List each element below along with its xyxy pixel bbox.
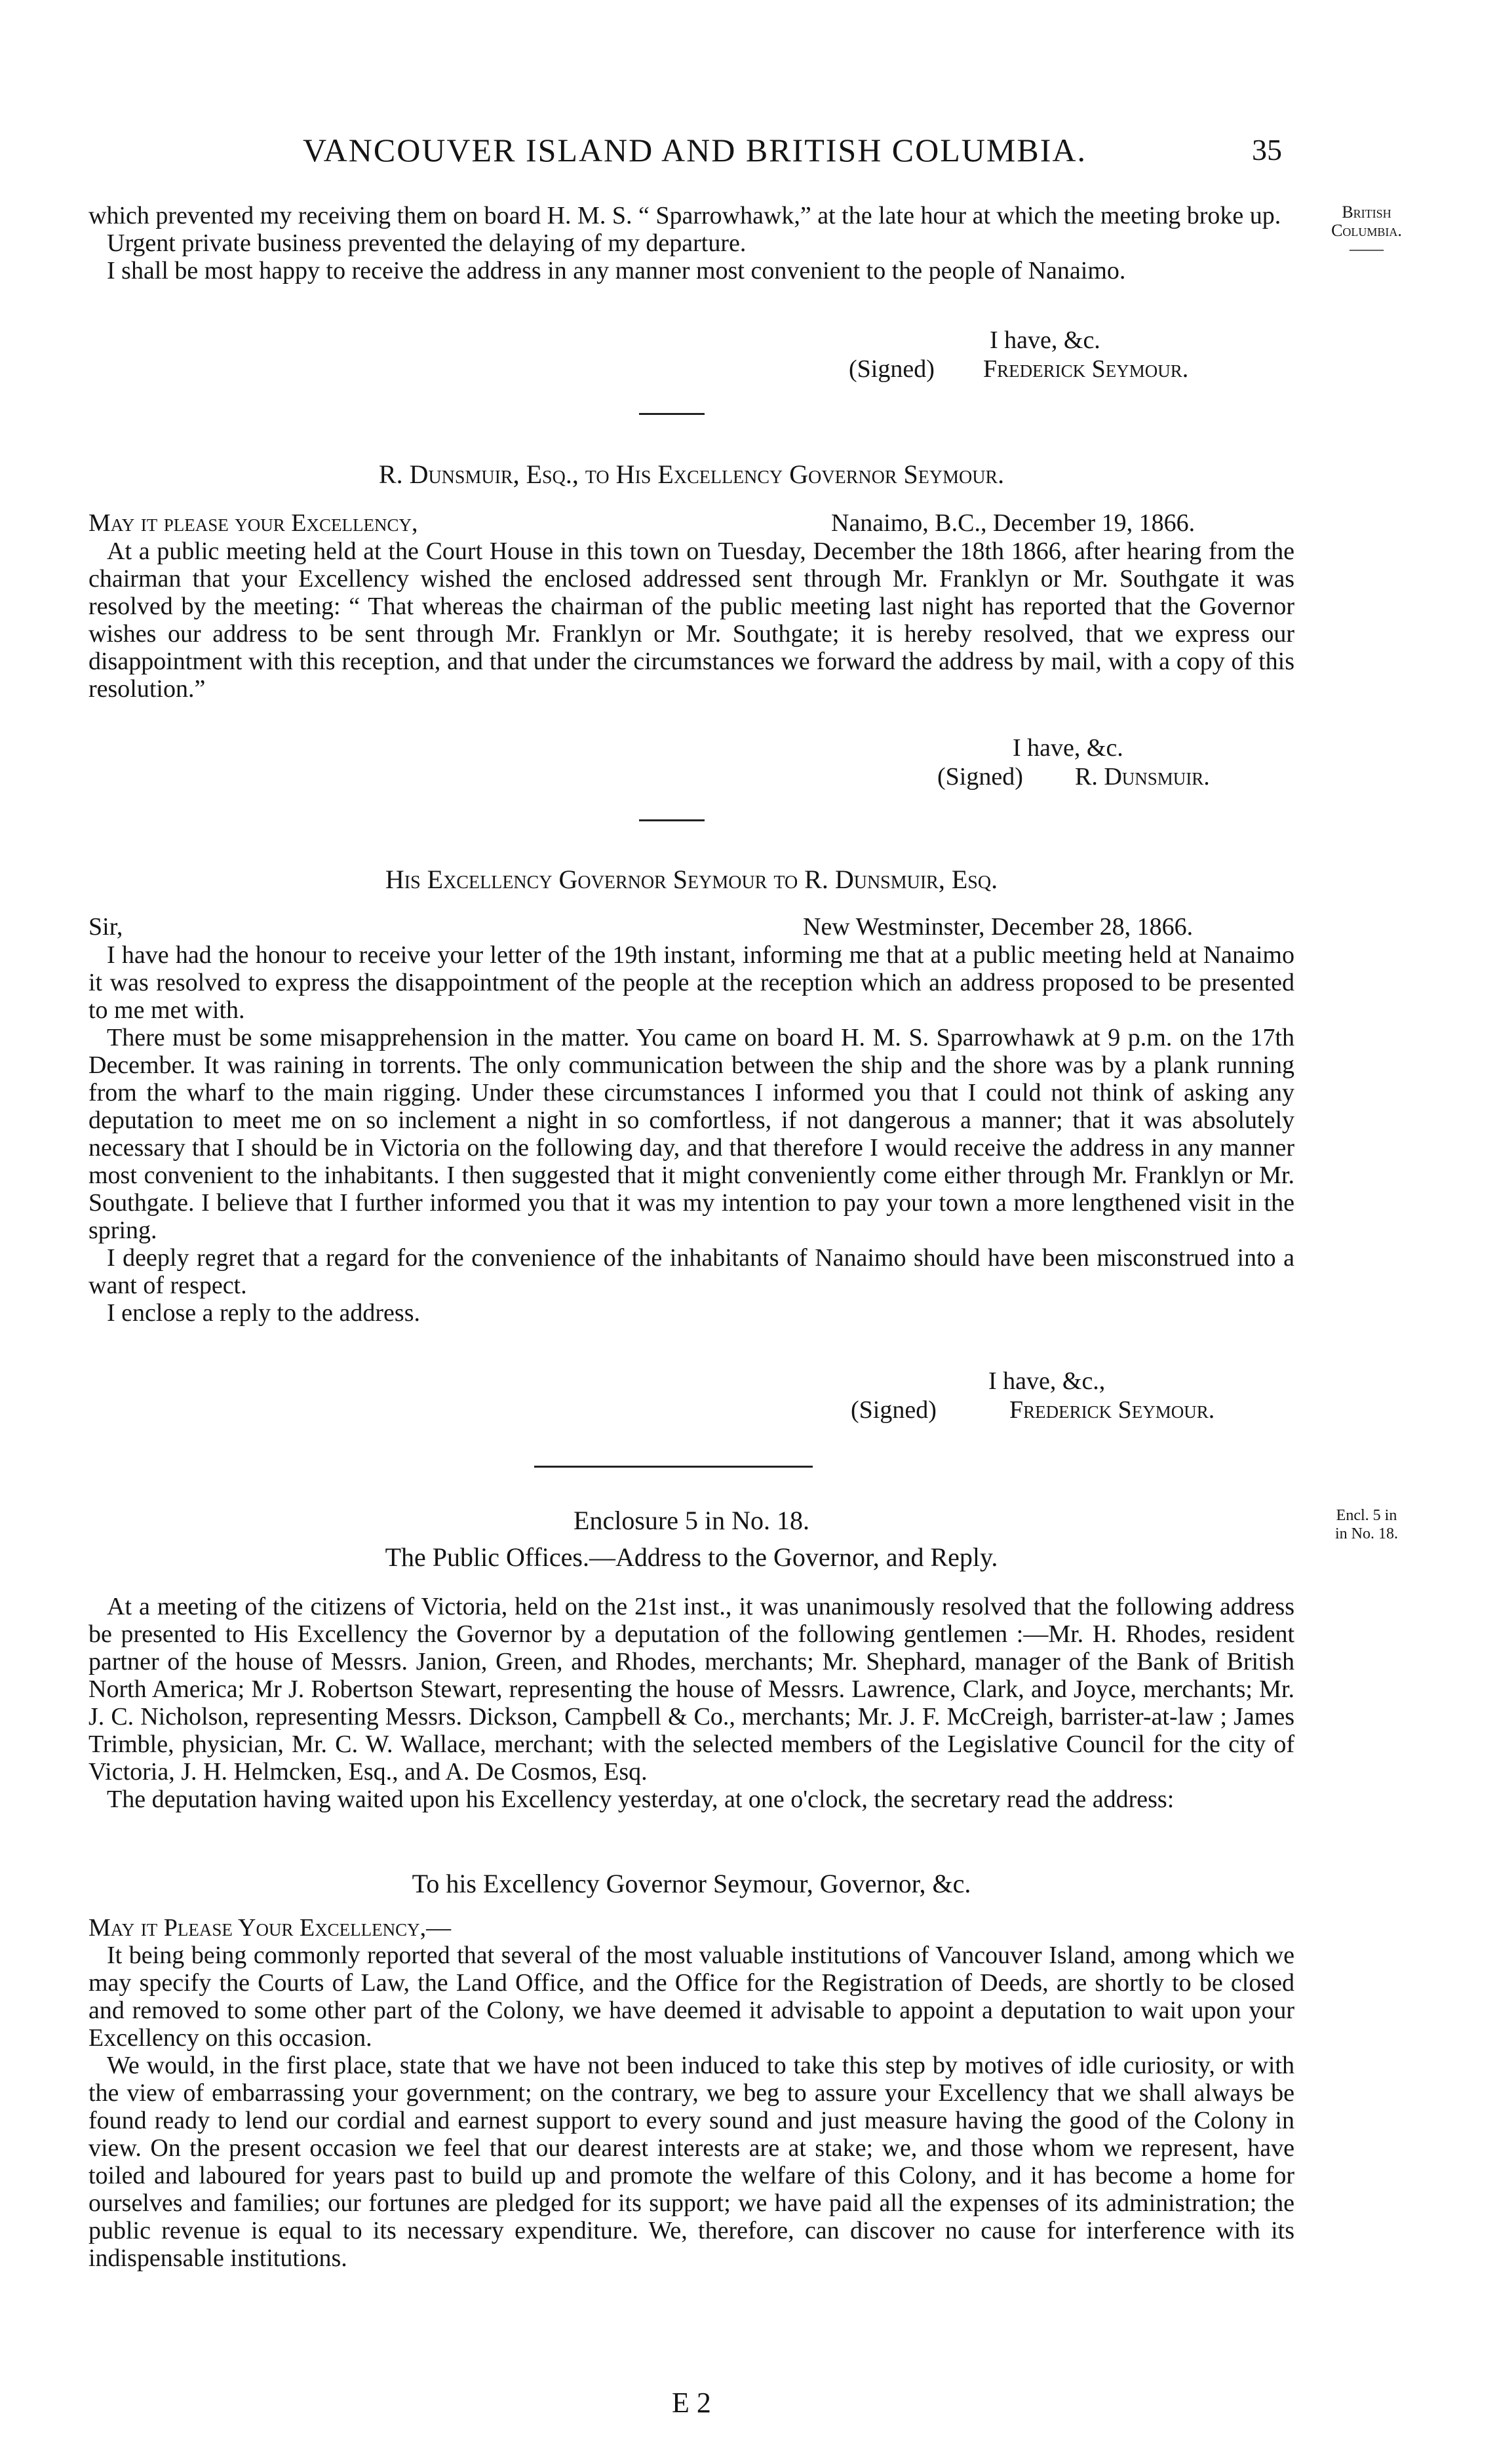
margin-encl-no: in No. 18.: [1335, 1525, 1398, 1542]
signature-mark: E 2: [672, 2387, 711, 2419]
letter3-paragraph: I have had the honour to receive your letter of the 19th instant, informing me that at a public meeting held at Nanaimo it was resolved to express the disappointment of the people at the reception which an address proposed to be presented to me met with.: [88, 941, 1294, 1024]
letter2-body: [88, 538, 1294, 703]
letter2-salutation: May it please your Excellency,: [88, 509, 418, 537]
letter2-signed: (Signed): [937, 763, 1023, 791]
address-salutation: May it Please Your Excellency,—: [88, 1914, 452, 1942]
letter2-heading-text: R. Dunsmuir, Esq., to His Excellency Governor Seymour.: [378, 460, 1005, 489]
divider-rule: [639, 819, 705, 821]
divider-rule: [639, 413, 705, 415]
enclosure-paragraph: The deputation having waited upon his Excellency yesterday, at one o'clock, the secretary read the address:: [107, 1786, 1175, 1813]
page-number: 35: [1252, 133, 1282, 166]
enclosure-body: [88, 1593, 1294, 1813]
letter1-closing: I have, &c.: [990, 326, 1100, 354]
enclosure-subheading: The Public Offices.—Address to the Governor, and Reply.: [385, 1542, 998, 1572]
letter3-date: New Westminster, December 28, 1866.: [803, 913, 1194, 941]
margin-dash: ——: [1350, 239, 1384, 258]
margin-british: British: [1342, 203, 1391, 222]
letter1-paragraph: Urgent private business prevented the delaying of my departure.: [107, 229, 747, 257]
margin-columbia: Columbia.: [1331, 221, 1402, 240]
letter3-heading: [88, 864, 1294, 895]
letter2-date: Nanaimo, B.C., December 19, 1866.: [831, 509, 1196, 537]
address-paragraph: We would, in the first place, state that we have not been induced to take this step by motives of idle curiosity, or with the view of embarrassing your government; on the contrary, we beg to assure your Excellency that we shall always be found ready to lend our cordial and earnest support to every sound and just measure having the good of the Colony in view. On the present occasion we feel that our dearest interests are at stake; we, and those whom we represent, have toiled and laboured for years past to build up and promote the welfare of this Colony, and it has become a home for ourselves and families; our fortunes are pledged for its support; we have paid all the expenses of its administration; the public revenue is equal to its necessary expenditure. We, therefore, can discover no cause for interference with its indispensable institutions.: [88, 2052, 1294, 2272]
letter3-salutation: Sir,: [88, 913, 123, 941]
running-head: VANCOUVER ISLAND AND BRITISH COLUMBIA.: [303, 132, 1087, 168]
margin-encl: Encl. 5 in: [1336, 1507, 1397, 1524]
margin-note-british: [1317, 203, 1416, 258]
letter1-paragraph: I shall be most happy to receive the address in any manner most convenient to the people of Nanaimo.: [107, 257, 1126, 284]
letter1-paragraph: which prevented my receiving them on board H. M. S. “ Sparrowhawk,” at the late hour at which the meeting broke up.: [88, 202, 1281, 229]
address-paragraph: It being being commonly reported that several of the most valuable institutions of Vancouver Island, among which we may specify the Courts of Law, the Land Office, and the Office for the Registration of Deeds, are shortly to be closed and removed to some other part of the Colony, we have deemed it advisable to appoint a deputation to wait upon your Excellency on this occasion.: [88, 1942, 1294, 2052]
letter2-closing: I have, &c.: [1013, 734, 1123, 762]
letter2-signature: R. Dunsmuir.: [1075, 763, 1210, 791]
letter3-closing: I have, &c.,: [988, 1367, 1106, 1395]
letter3-signed: (Signed): [851, 1396, 937, 1424]
address-heading: To his Excellency Governor Seymour, Governor, &c.: [412, 1869, 971, 1898]
letter2-heading: [88, 459, 1294, 490]
address-body: [88, 1914, 1294, 2272]
margin-note-enclosure: [1317, 1506, 1416, 1543]
letter3-signature: Frederick Seymour.: [1009, 1396, 1215, 1424]
enclosure-paragraph: At a meeting of the citizens of Victoria, held on the 21st inst., it was unanimously resolved that the following address be presented to His Excellency the Governor by a deputation of the following gentlemen :—Mr. H. Rhodes, resident partner of the house of Messrs. Janion, Green, and Rhodes, merchants; Mr. Shephard, manager of the Bank of British North America; Mr J. Robertson Stewart, representing the house of Messrs. Lawrence, Clark, and Joyce, merchants; Mr. J. C. Nicholson, representing Messrs. Dickson, Campbell & Co., merchants; Mr. J. F. McCreigh, barrister-at-law ; James Trimble, physician, Mr. C. W. Wallace, merchant; with the selected members of the Legislative Council for the city of Victoria, J. H. Helmcken, Esq., and A. De Cosmos, Esq.: [88, 1593, 1294, 1786]
letter2-paragraph: At a public meeting held at the Court House in this town on Tuesday, December the 18th 1866, after hearing from the chairman that your Excellency wished the enclosed addressed sent through Mr. Franklyn or Mr. Southgate it was resolved by the meeting: “ That whereas the chairman of the public meeting last night has reported that the Governor wishes our address to be sent through Mr. Franklyn or Mr. Southgate; it is hereby resolved, that we express our disappointment with this reception, and that under the circumstances we forward the address by mail, with a copy of this resolution.”: [88, 538, 1294, 703]
letter3-paragraph: I enclose a reply to the address.: [107, 1299, 420, 1327]
enclosure-heading: Enclosure 5 in No. 18.: [574, 1506, 809, 1535]
letter1-signature: Frederick Seymour.: [983, 355, 1189, 383]
divider-rule-long: [534, 1466, 813, 1468]
letter1-body: [88, 202, 1294, 284]
letter1-signed: (Signed): [849, 355, 935, 383]
letter3-paragraph: I deeply regret that a regard for the convenience of the inhabitants of Nanaimo should have been misconstrued into a want of respect.: [88, 1244, 1294, 1299]
letter3-body: [88, 941, 1294, 1327]
letter3-paragraph: There must be some misapprehension in the matter. You came on board H. M. S. Sparrowhawk at 9 p.m. on the 17th December. It was raining in torrents. The only communication between the ship and the shore was by a plank running from the wharf to the main rigging. Under these circumstances I informed you that I could not think of asking any deputation to meet me on so inclement a night in so comfortless, if not dangerous a manner; that it was absolutely necessary that I should be in Victoria on the following day, and that therefore I would receive the address in any manner most convenient to the inhabitants. I then suggested that it might conveniently come either through Mr. Franklyn or Mr. Southgate. I believe that I further informed you that it was my intention to pay your town a more lengthened visit in the spring.: [88, 1024, 1294, 1244]
letter3-heading-text: His Excellency Governor Seymour to R. Dunsmuir, Esq.: [385, 865, 998, 894]
